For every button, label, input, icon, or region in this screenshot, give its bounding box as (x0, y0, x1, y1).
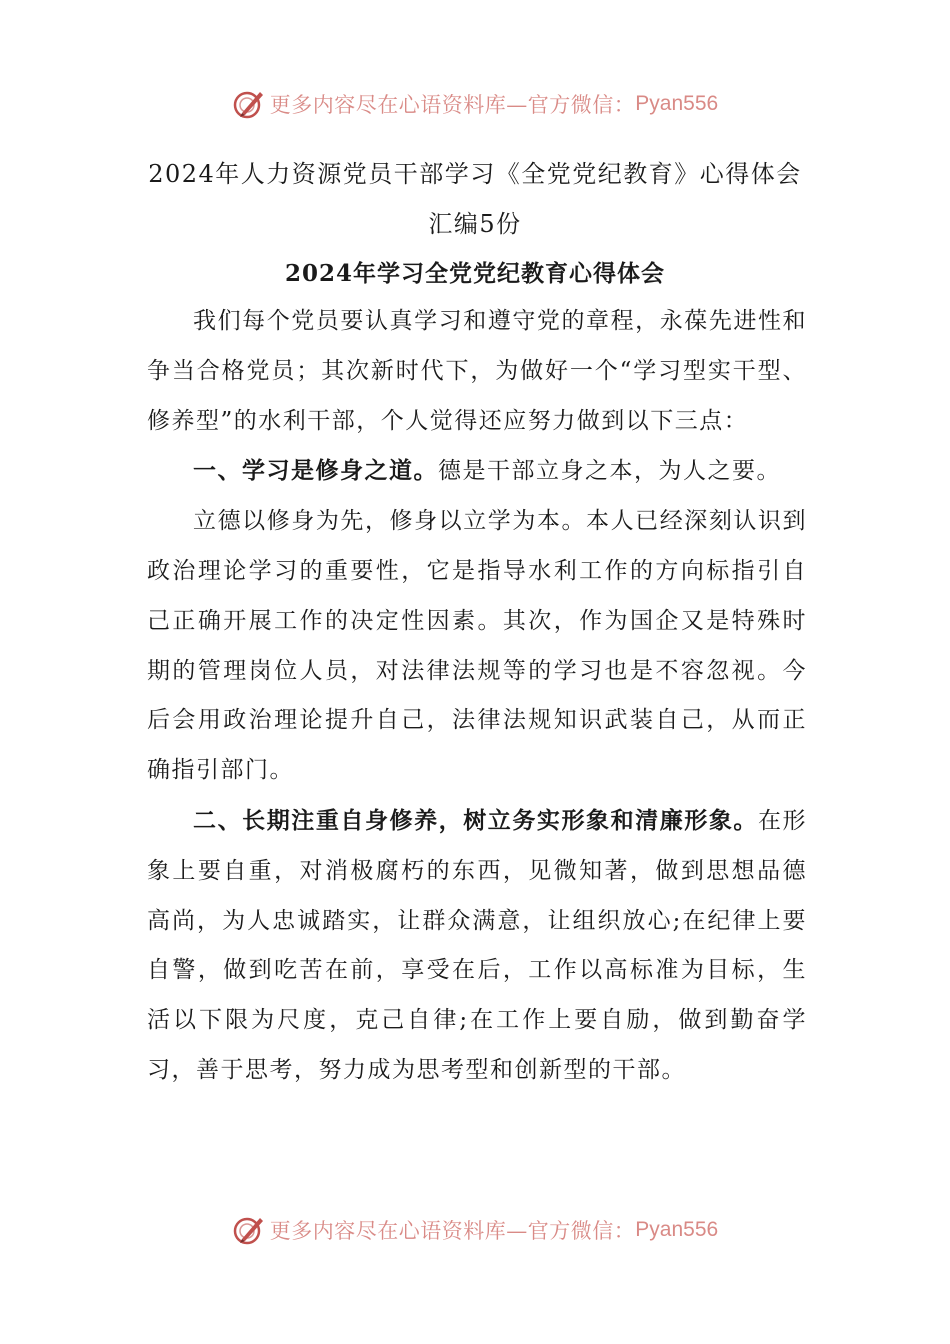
pen-logo-icon (232, 87, 266, 121)
pen-logo-icon (232, 1213, 266, 1247)
section-subtitle: 2024年学习全党党纪教育心得体会 (284, 260, 665, 287)
point-one-text: 德是干部立身之本，为人之要。 (438, 458, 781, 485)
paragraph-point-one-detail: 立德以修身为先，修身以立学为本。本人已经深刻认识到政治理论学习的重要性，它是指导水利工作的方向标指引自己正确开展工作的决定性因素。其次，作为国企又是特殊时期的管理岗位人员，对法律法规等的学习也是不容忽视。今后会用政治理论提升自己，法律法规知识武装自己，从而正确指引部门。 (147, 508, 807, 784)
footer-watermark-text: 更多内容尽在心语资料库—官方微信： (269, 1219, 636, 1243)
document-title-line1: 2024年人力资源党员干部学习《全党党纪教育》心得体会 (148, 160, 802, 188)
footer-watermark-banner (0, 1210, 950, 1250)
document-title-line2: 汇编5份 (428, 210, 522, 238)
paragraph-point-one (147, 446, 807, 497)
point-two-text: 在形象上要自重，对消极腐朽的东西，见微知著，做到思想品德高尚，为人忠诚踏实，让群众满意，让组织放心;在纪律上要自警，做到吃苦在前，享受在后，工作以高标准为目标，生活以下限为尺度，克己自律;在工作上要自励，做到勤奋学习，善于思考，努力成为思考型和创新型的干部。 (147, 807, 807, 1083)
footer-watermark-id: Pyan556 (635, 1218, 719, 1241)
header-watermark-id: Pyan556 (635, 92, 719, 115)
point-two-heading: 二、长期注重自身修养，树立务实形象和清廉形象。 (193, 806, 758, 834)
document-body (147, 297, 807, 1096)
point-one-heading: 一、学习是修身之道。 (193, 457, 438, 485)
header-watermark-banner (0, 84, 950, 124)
paragraph-intro: 我们每个党员要认真学习和遵守党的章程，永葆先进性和争当合格党员；其次新时代下，为做好一个“学习型实干型、修养型”的水利干部，个人觉得还应努力做到以下三点： (147, 308, 807, 434)
paragraph-point-two (147, 796, 807, 1096)
header-watermark-text: 更多内容尽在心语资料库—官方微信： (269, 93, 636, 117)
